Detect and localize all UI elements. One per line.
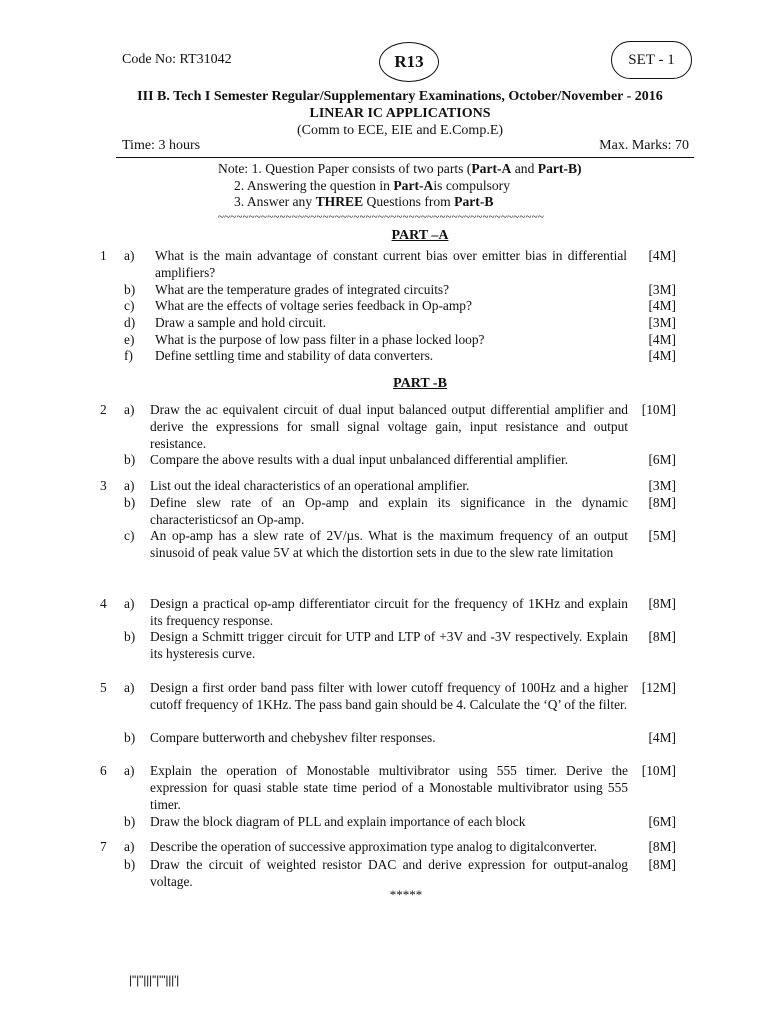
q5b-marks: [4M] <box>648 730 676 745</box>
q5a-label: a) <box>124 680 135 695</box>
q3c-marks: [5M] <box>648 528 676 543</box>
q7a-label: a) <box>124 839 135 854</box>
q5a-text: Design a first order band pass filter with lower cutoff frequency of 100Hz and a higher cutoff frequency of 1KHz. The pass band gain should be 4. Calculate the ‘Q’ of the filter. <box>150 680 628 712</box>
q5b-label: b) <box>124 730 136 745</box>
q1c-label: c) <box>124 298 135 313</box>
end-stars: ***** <box>389 887 423 902</box>
q2b-marks: [6M] <box>648 452 676 467</box>
q1d-marks: [3M] <box>648 315 676 330</box>
question-number-5: 5 <box>100 680 107 695</box>
q3a-marks: [3M] <box>648 478 676 493</box>
q1f-marks: [4M] <box>648 348 676 363</box>
q1f-label: f) <box>124 348 133 363</box>
subject-title: LINEAR IC APPLICATIONS <box>309 106 491 121</box>
question-number-7: 7 <box>100 839 107 854</box>
q4b-label: b) <box>124 629 136 644</box>
q3a-label: a) <box>124 478 135 493</box>
part-a-title: PART –A <box>391 228 449 243</box>
q7b-label: b) <box>124 857 136 872</box>
q2a-label: a) <box>124 402 135 417</box>
q4a-marks: [8M] <box>648 596 676 611</box>
q1f-text: Define settling time and stability of data converters. <box>155 348 434 363</box>
code-number: Code No: RT31042 <box>122 52 232 67</box>
note-1: Note: 1. Question Paper consists of two parts (Part-A and Part-B) <box>218 161 582 176</box>
tilde-separator: ~~~~~~~~~~~~~~~~~~~~~~~~~~~~~~~~~~~~~~~~~~~~~~~~~~~~~ <box>218 211 545 223</box>
q6a-marks: [10M] <box>641 763 676 778</box>
q2b-label: b) <box>124 452 136 467</box>
q1c-text: What are the effects of voltage series feedback in Op-amp? <box>155 298 472 313</box>
q6b-marks: [6M] <box>648 814 676 829</box>
q2b-text: Compare the above results with a dual input unbalanced differential amplifier. <box>150 452 569 467</box>
q3c-label: c) <box>124 528 135 543</box>
q1d-text: Draw a sample and hold circuit. <box>155 315 327 330</box>
q1b-label: b) <box>124 282 136 297</box>
q4b-marks: [8M] <box>648 629 676 644</box>
q3b-label: b) <box>124 495 136 510</box>
max-marks: Max. Marks: 70 <box>599 138 689 153</box>
q2a-marks: [10M] <box>641 402 676 417</box>
header-divider <box>116 157 694 158</box>
q3b-text: Define slew rate of an Op-amp and explain its significance in the dynamic characteristicsof an Op-amp. <box>150 495 628 527</box>
note-3: 3. Answer any THREE Questions from Part-B <box>234 194 494 209</box>
q1e-marks: [4M] <box>648 332 676 347</box>
q1a-marks: [4M] <box>648 248 676 263</box>
q7a-text: Describe the operation of successive approximation type analog to digitalconverter. <box>150 839 597 854</box>
q3b-marks: [8M] <box>648 495 676 510</box>
question-number-6: 6 <box>100 763 107 778</box>
q4a-label: a) <box>124 596 135 611</box>
q4a-text: Design a practical op-amp differentiator circuit for the frequency of 1KHz and explain its frequency response. <box>150 596 628 628</box>
q4b-text: Design a Schmitt trigger circuit for UTP and LTP of +3V and -3V respectively. Explain its hysteresis curve. <box>150 629 628 661</box>
q1e-text: What is the purpose of low pass filter in a phase locked loop? <box>155 332 485 347</box>
q1a-text: What is the main advantage of constant current bias over emitter bias in differential amplifiers? <box>155 248 627 280</box>
question-number-3: 3 <box>100 478 107 493</box>
barcode: |''|''|||''|'''|||'| <box>129 973 180 987</box>
q6b-label: b) <box>124 814 136 829</box>
q7a-marks: [8M] <box>648 839 676 854</box>
part-b-title: PART -B <box>393 376 447 391</box>
q5a-marks: [12M] <box>641 680 676 695</box>
question-number-4: 4 <box>100 596 107 611</box>
question-number-1: 1 <box>100 248 107 263</box>
q5b-text: Compare butterworth and chebyshev filter responses. <box>150 730 436 745</box>
q7b-text: Draw the circuit of weighted resistor DAC and derive expression for output-analog voltage. <box>150 857 628 889</box>
q1d-label: d) <box>124 315 136 330</box>
set-label: SET - 1 <box>628 51 675 68</box>
regulation-label: R13 <box>394 52 424 71</box>
set-badge <box>611 41 692 79</box>
q3c-text: An op-amp has a slew rate of 2V/µs. What is the maximum frequency of an output sinusoid of peak value 5V at which the distortion sets in due to the slew rate limitation <box>150 528 628 560</box>
exam-title: III B. Tech I Semester Regular/Supplementary Examinations, October/November - 2016 <box>137 89 663 104</box>
q6a-text: Explain the operation of Monostable multivibrator using 555 timer. Derive the expression for quasi stable state time period of a Monostable multivibrator using 555 timer. <box>150 763 628 812</box>
exam-time: Time: 3 hours <box>122 138 201 153</box>
q1e-label: e) <box>124 332 135 347</box>
regulation-badge <box>379 42 439 82</box>
branches: (Comm to ECE, EIE and E.Comp.E) <box>296 123 504 138</box>
q7b-marks: [8M] <box>648 857 676 872</box>
q1c-marks: [4M] <box>648 298 676 313</box>
q3a-text: List out the ideal characteristics of an operational amplifier. <box>150 478 470 493</box>
q2a-text: Draw the ac equivalent circuit of dual input balanced output differential amplifier and derive the expressions for small signal voltage gain, input resistance and output resistance. <box>150 402 628 451</box>
note-2: 2. Answering the question in Part-Ais compulsory <box>234 178 511 193</box>
q6a-label: a) <box>124 763 135 778</box>
q1b-marks: [3M] <box>648 282 676 297</box>
q1b-text: What are the temperature grades of integrated circuits? <box>155 282 450 297</box>
q6b-text: Draw the block diagram of PLL and explain importance of each block <box>150 814 526 829</box>
q1a-label: a) <box>124 248 135 263</box>
question-number-2: 2 <box>100 402 107 417</box>
